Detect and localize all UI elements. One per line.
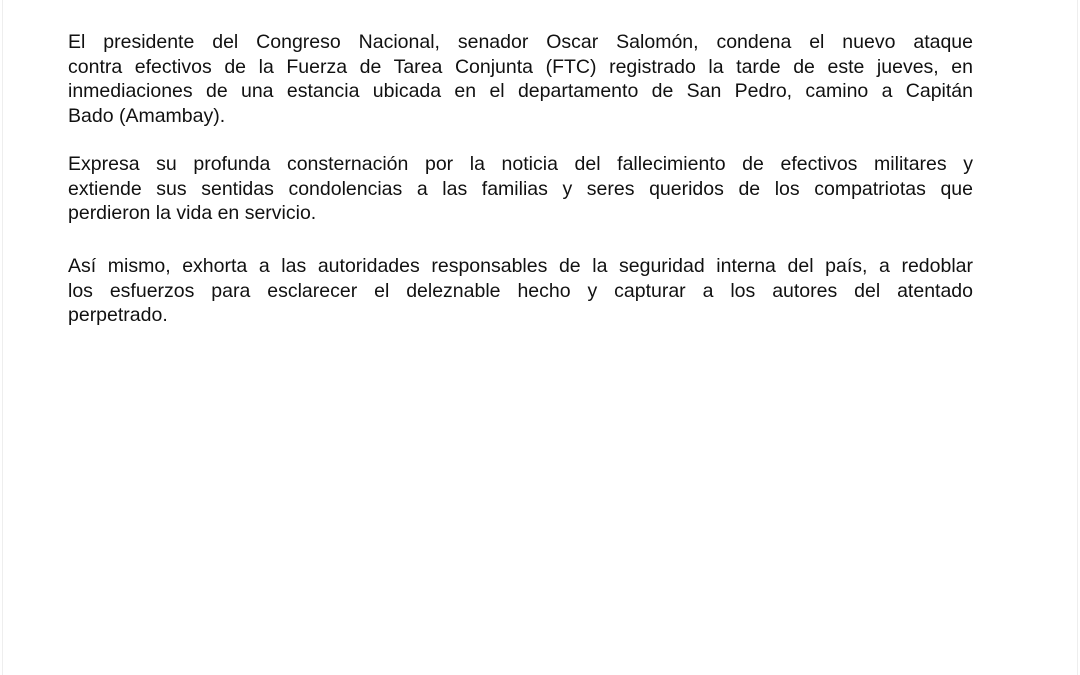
document-page bbox=[2, 0, 1078, 675]
text-line: Así mismo, exhorta a las autoridades responsables de la seguridad interna del país, a redoblar bbox=[68, 255, 973, 277]
text-line: extiende sus sentidas condolencias a las familias y seres queridos de los compatriotas que bbox=[68, 177, 973, 200]
text-line: Bado (Amambay). bbox=[68, 104, 226, 127]
paragraph-condolences bbox=[68, 152, 973, 226]
text-line: El presidente del Congreso Nacional, senador Oscar Salomón, condena el nuevo ataque bbox=[68, 31, 973, 53]
text-line: inmediaciones de una estancia ubicada en el departamento de San Pedro, camino a Capitán bbox=[68, 80, 973, 102]
text-line: los esfuerzos para esclarecer el deleznable hecho y capturar a los autores del atentado bbox=[68, 279, 973, 302]
text-line: Expresa su profunda consternación por la noticia del fallecimiento de efectivos militares y bbox=[68, 153, 973, 175]
text-line: contra efectivos de la Fuerza de Tarea Conjunta (FTC) registrado la tarde de este jueves, en bbox=[68, 55, 973, 78]
text-line: perpetrado. bbox=[68, 304, 168, 326]
paragraph-exhortation bbox=[68, 254, 973, 328]
paragraph-condemnation bbox=[68, 30, 973, 128]
text-line: perdieron la vida en servicio. bbox=[68, 202, 317, 224]
